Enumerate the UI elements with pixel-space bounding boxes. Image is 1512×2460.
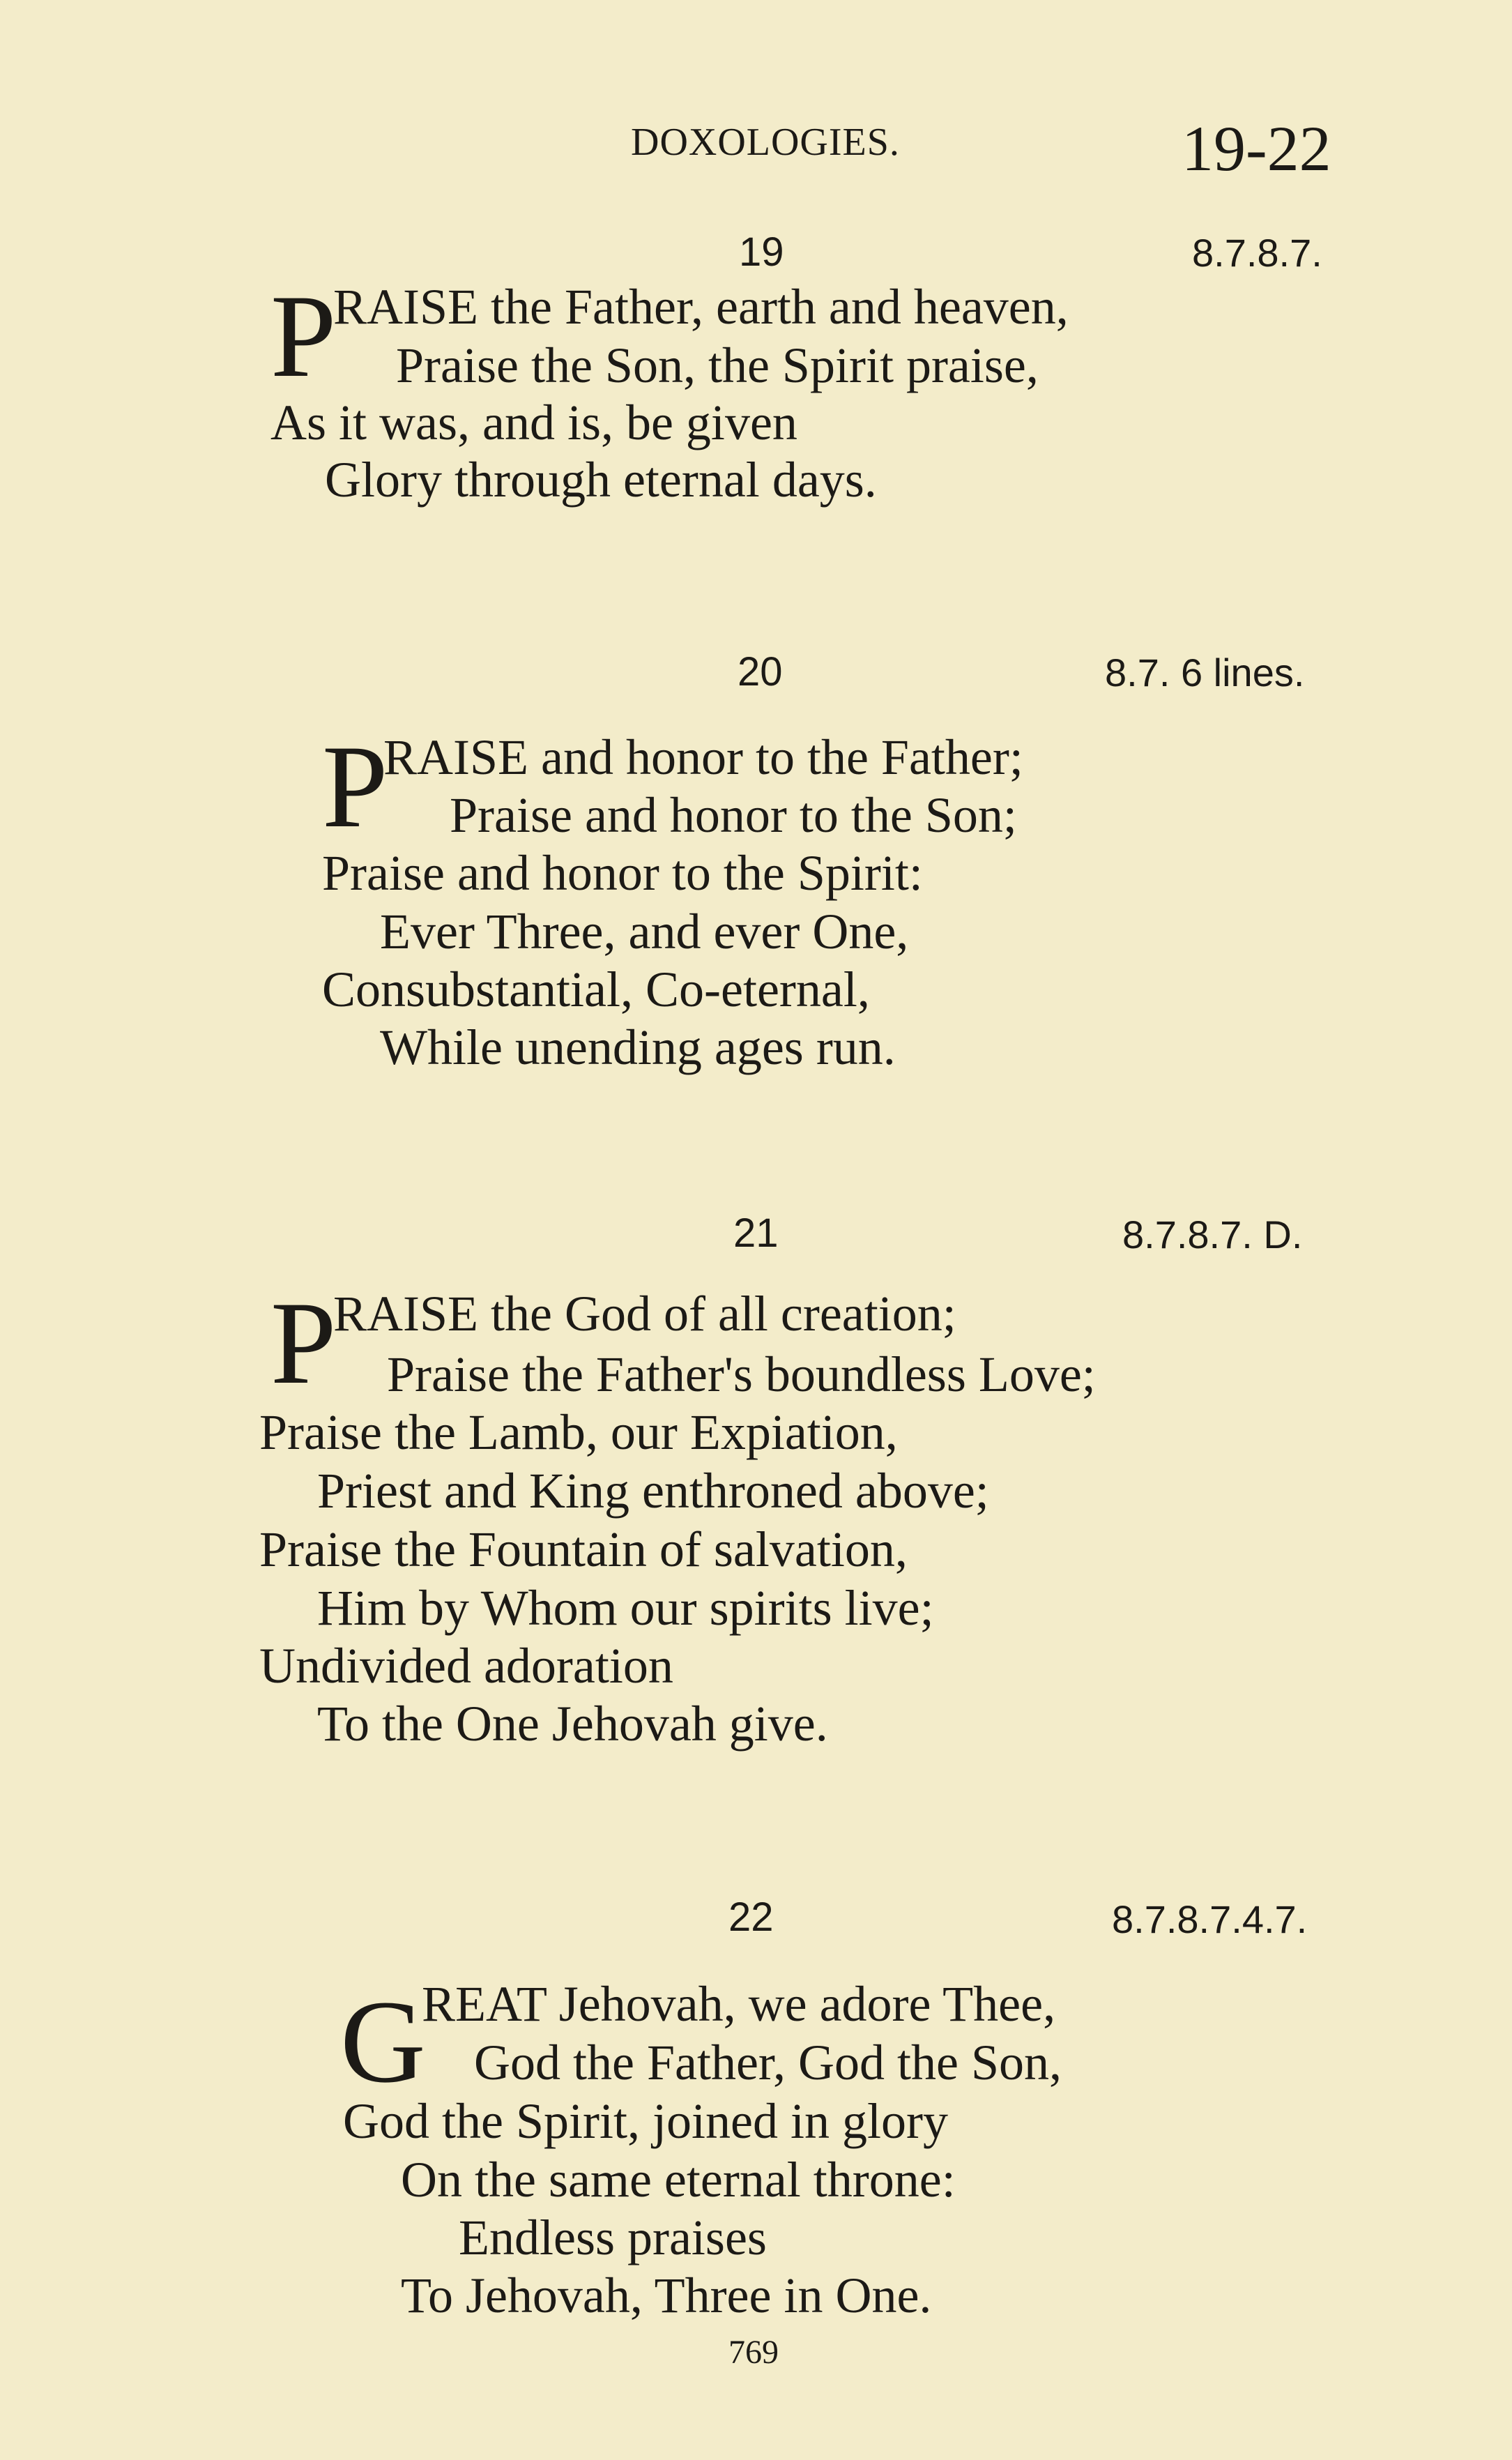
verse-line: Endless praises — [459, 2210, 767, 2265]
drop-cap: P — [322, 721, 388, 852]
drop-cap: P — [270, 271, 337, 402]
verse-line: God the Father, God the Son, — [474, 2035, 1062, 2090]
verse-line: Priest and King enthroned above; — [317, 1463, 989, 1519]
verse-line: RAISE and honor to the Father; — [383, 729, 1023, 785]
hymn-number: 19 — [739, 229, 784, 275]
verse-line: Glory through eternal days. — [325, 452, 877, 508]
hymn-meter: 8.7.8.7. D. — [1122, 1213, 1303, 1256]
verse-line: Praise the Fountain of salvation, — [259, 1521, 908, 1577]
verse-line: REAT Jehovah, we adore Thee, — [422, 1976, 1056, 2032]
verse-line: On the same eternal throne: — [401, 2152, 956, 2208]
verse-line: Praise and honor to the Son; — [450, 787, 1017, 843]
verse-line: Praise the Son, the Spirit praise, — [396, 337, 1039, 393]
verse-line: As it was, and is, be given — [270, 395, 797, 450]
page-number: 769 — [728, 2334, 779, 2371]
verse-line: While unending ages run. — [380, 1019, 896, 1075]
drop-cap: G — [340, 1976, 426, 2107]
verse-line: Praise the Father's boundless Love; — [387, 1346, 1096, 1402]
drop-cap: P — [270, 1277, 337, 1409]
verse-line: Praise and honor to the Spirit: — [322, 845, 923, 901]
hymn-number: 20 — [738, 649, 783, 694]
verse-line: RAISE the Father, earth and heaven, — [333, 279, 1069, 335]
verse-line: Ever Three, and ever One, — [380, 904, 909, 959]
verse-line: To Jehovah, Three in One. — [401, 2268, 932, 2323]
verse-line: Undivided adoration — [259, 1638, 673, 1694]
verse-line: RAISE the God of all creation; — [333, 1286, 956, 1342]
hymn-meter: 8.7.8.7. — [1192, 231, 1322, 275]
running-title: DOXOLOGIES. — [631, 121, 900, 164]
verse-line: God the Spirit, joined in glory — [343, 2093, 948, 2149]
verse-line: To the One Jehovah give. — [317, 1696, 828, 1752]
hymn-number: 21 — [733, 1210, 779, 1256]
hymn-meter: 8.7. 6 lines. — [1105, 651, 1305, 694]
verse-line: Him by Whom our spirits live; — [317, 1580, 934, 1636]
hymn-number: 22 — [728, 1895, 774, 1940]
page-range: 19-22 — [1182, 113, 1331, 184]
verse-line: Consubstantial, Co-eternal, — [322, 962, 870, 1017]
verse-line: Praise the Lamb, our Expiation, — [259, 1404, 898, 1460]
hymn-meter: 8.7.8.7.4.7. — [1112, 1897, 1308, 1941]
